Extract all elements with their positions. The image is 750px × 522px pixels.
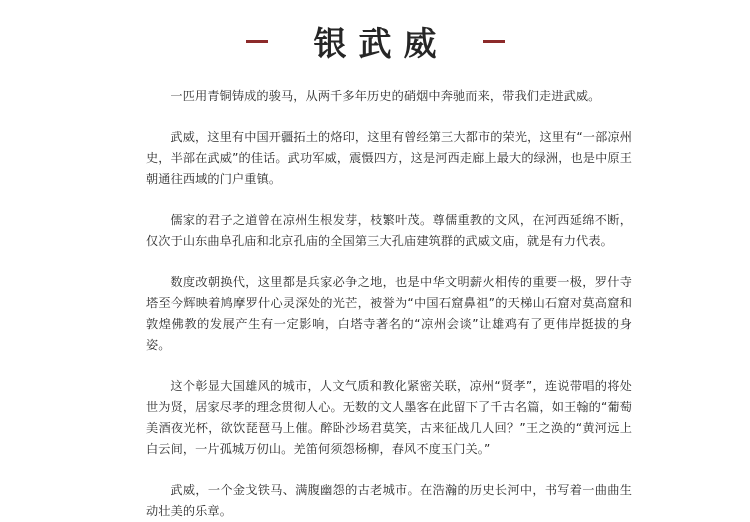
article-body xyxy=(146,86,632,522)
paragraph-conclusion: 武威，一个金戈铁马、满腹幽怨的古老城市。在浩瀚的历史长河中，书写着一曲曲生动壮美的乐章。 xyxy=(146,483,632,518)
paragraph-confucian: 儒家的君子之道曾在凉州生根发芽，枝繁叶茂。尊儒重教的文风，在河西延绵不断，仅次于山东曲阜孔庙和北京孔庙的全国第三大孔庙建筑群的武威文庙，就是有力代表。 xyxy=(146,213,632,248)
paragraph-intro: 一匹用青铜铸成的骏马，从两千多年历史的硝烟中奔驰而来，带我们走进武威。 xyxy=(170,89,601,103)
title-right-dash xyxy=(483,40,505,43)
title-left-dash xyxy=(246,40,268,43)
paragraph-culture: 这个彰显大国雄风的城市，人文气质和教化紧密关联，凉州“贤孝”，连说带唱的将处世为贤，居家尽孝的理念贯彻人心。无数的文人墨客在此留下了千古名篇，如王翰的“葡萄美酒夜光杯，欲饮琵琶马上催。醉卧沙场君莫笑，古来征战几人回？”王之涣的“黄河远上白云间，一片孤城万仞山。羌笛何须怨杨柳，春风不度玉门关。” xyxy=(146,379,632,456)
page-header xyxy=(0,16,750,66)
paragraph-history: 武威，这里有中国开疆拓土的烙印，这里有曾经第三大都市的荣光，这里有“一部凉州史，半部在武威”的佳话。武功军威，震慑四方，这是河西走廊上最大的绿洲，也是中原王朝通往西域的门户重镇。 xyxy=(146,130,632,186)
paragraph-dynasties: 数度改朝换代，这里都是兵家必争之地，也是中华文明薪火相传的重要一极，罗什寺塔至今辉映着鸠摩罗什心灵深处的光芒，被誉为“中国石窟鼻祖”的天梯山石窟对莫高窟和敦煌佛教的发展产生有一定影响，白塔寺著名的“凉州会谈”让雄鸡有了更伟岸挺拔的身姿。 xyxy=(146,275,632,352)
page-title: 银武威 xyxy=(313,23,449,63)
